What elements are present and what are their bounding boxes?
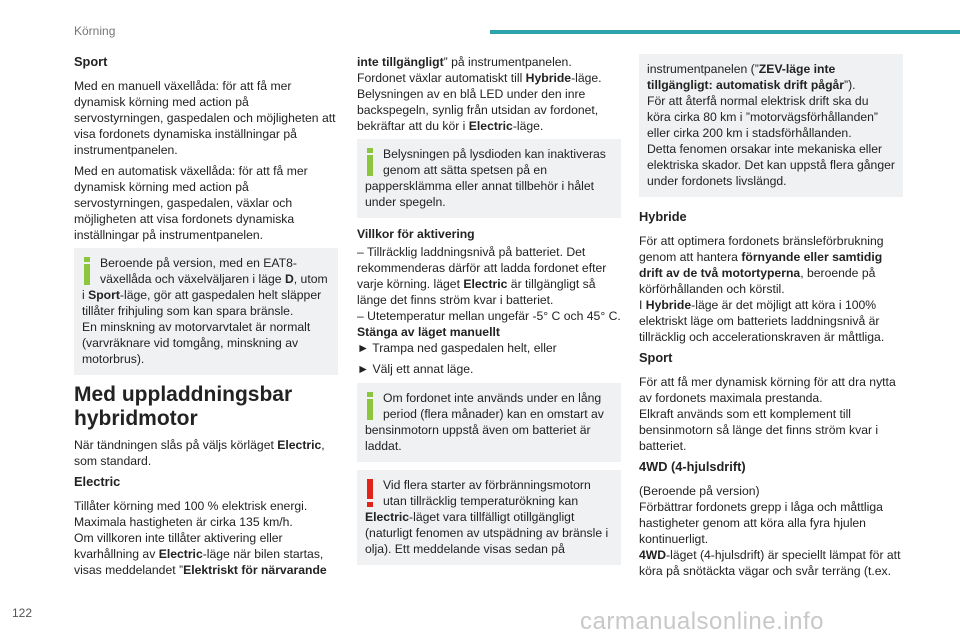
warning-text: Vid flera starter av förbränningsmotorn utan tillräcklig temperaturökning kan Electric-läget vara tillfälligt otillgängligt (naturligt fenomen av utspädning av bränsle i olja). Ett meddelande visas sedan på <box>365 478 609 556</box>
sport-heading-2: Sport <box>639 350 673 365</box>
info-note-eat8 <box>74 248 338 375</box>
hybride-text: För att optimera fordonets bränsleförbrukning genom att hantera förnyande eller samtidig drift av de två motortyperna, beroende på körförhållanden och körstil. I Hybride-läge är det möjligt att köra i 100% elektriskt läge om batteriets laddningsnivå är tillräcklig och accelerationskraven är måttliga. <box>639 234 885 344</box>
electric-cont-text: inte tillgängligt” på instrumentpanelen. Fordonet växlar automatiskt till Hybride-läge. Belysningen av en blå LED under den inre backspegeln, synlig från utsidan av fordonet, bekräftar att du kör i Electric-läge. <box>357 55 602 133</box>
electric-heading: Electric <box>74 474 121 489</box>
header-accent-bar <box>490 30 960 34</box>
hybride-heading: Hybride <box>639 209 687 224</box>
info-icon <box>365 392 375 420</box>
section-header: Körning <box>74 24 116 38</box>
note-eat8-text: Beroende på version, med en EAT8-växellåda och växelväljaren i läge D, utom i Sport-läge, gör att gaspedalen helt släpper tillåter frihjuling som kan spara bränsle. <box>82 256 328 318</box>
column-1 <box>74 54 338 578</box>
manual-off-heading: Stänga av läget manuellt <box>357 325 500 339</box>
bullet-1: ► Trampa ned gaspedalen helt, eller <box>357 341 557 355</box>
condition-2: – Utetemperatur mellan ungefär -5° C och 45° C. <box>357 309 621 323</box>
4wd-text: (Beroende på version) Förbättrar fordonets grepp i låga och måttliga hastigheter genom att köra alla fyra hjulen kontinuerligt. 4WD-läget (4-hjulsdrift) är speciellt lämpat för att köra på snötäckta vägar och svår terräng (t.ex. <box>639 484 901 578</box>
warning-note <box>357 470 621 565</box>
page-number: 122 <box>12 606 33 620</box>
info-icon <box>82 257 92 285</box>
electric-text: Tillåter körning med 100 % elektrisk energi. Maximala hastigheten är cirka 135 km/h. Om villkoren inte tillåter aktivering eller kvarhållning av Electric-läge när bilen startas, visas meddelandet ”Elektriskt för närvarande <box>74 499 327 577</box>
sport-manual-text: Med en manuell växellåda: för att få mer dynamisk körning med action på servostyrningen, gaspedalen och möjligheten att visa fordonets dynamiska inställningar på instrumentpanelen. <box>74 79 336 157</box>
hybrid-heading: Med uppladdningsbar hybridmotor <box>74 383 293 430</box>
sport-auto-text: Med en automatisk växellåda: för att få mer dynamisk körning med action på servostyrningen, gaspedalen, växlar och möjligheten att visa fordonets dynamiska inställningar på instrumentpanelen. <box>74 164 308 242</box>
watermark: carmanualsonline.info <box>580 608 824 635</box>
info-note-led <box>357 139 621 218</box>
sport-text: För att få mer dynamisk körning för att dra nytta av fordonets maximala prestanda. Elkraft används som ett komplement till bensinmotorn så länge det finns ström kvar i batteriet. <box>639 375 896 453</box>
sport-heading: Sport <box>74 54 108 69</box>
bullet-2: ► Välj ett annat läge. <box>357 362 474 376</box>
warning-icon <box>365 479 375 507</box>
conditions-heading: Villkor för aktivering <box>357 227 475 241</box>
note-restart-text: Om fordonet inte används under en lång period (flera månader) kan en omstart av bensinmotorn uppstå även om batteriet är laddat. <box>365 391 604 453</box>
warning-note-continued <box>639 54 903 197</box>
info-icon <box>365 148 375 176</box>
ignition-text: När tändningen slås på väljs körläget Electric, som standard. <box>74 438 325 468</box>
note-eat8-text-2: En minskning av motorvarvtalet är normalt (varvräknare vid tomgång, minskning av motorbrus). <box>82 320 311 366</box>
4wd-heading: 4WD (4-hjulsdrift) <box>639 459 746 474</box>
info-note-restart <box>357 383 621 462</box>
condition-1: – Tillräcklig laddningsnivå på batteriet. Det rekommenderas därför att ladda fordonet efter varje körning. läget Electric är tillgängligt så länge det finns ström kvar i batteriet. <box>357 245 607 307</box>
column-3 <box>639 54 903 584</box>
note-led-text: Belysningen på lysdioden kan inaktiveras genom att sätta spetsen på en pappersklämma eller annat tillbehör i hålet under spegeln. <box>365 147 606 209</box>
warning-cont-text: instrumentpanelen (”ZEV-läge inte tillgängligt: automatisk drift pågår”). För att återfå normal elektrisk drift ska du köra cirka 80 km i ”motorvägsförhållanden” eller cirka 200 km i stadsförhållanden. Detta fenomen orsakar inte mekaniska eller elektriska skador. Det kan uppstå flera gånger under fordonets livslängd. <box>647 62 895 188</box>
column-2 <box>357 54 621 573</box>
